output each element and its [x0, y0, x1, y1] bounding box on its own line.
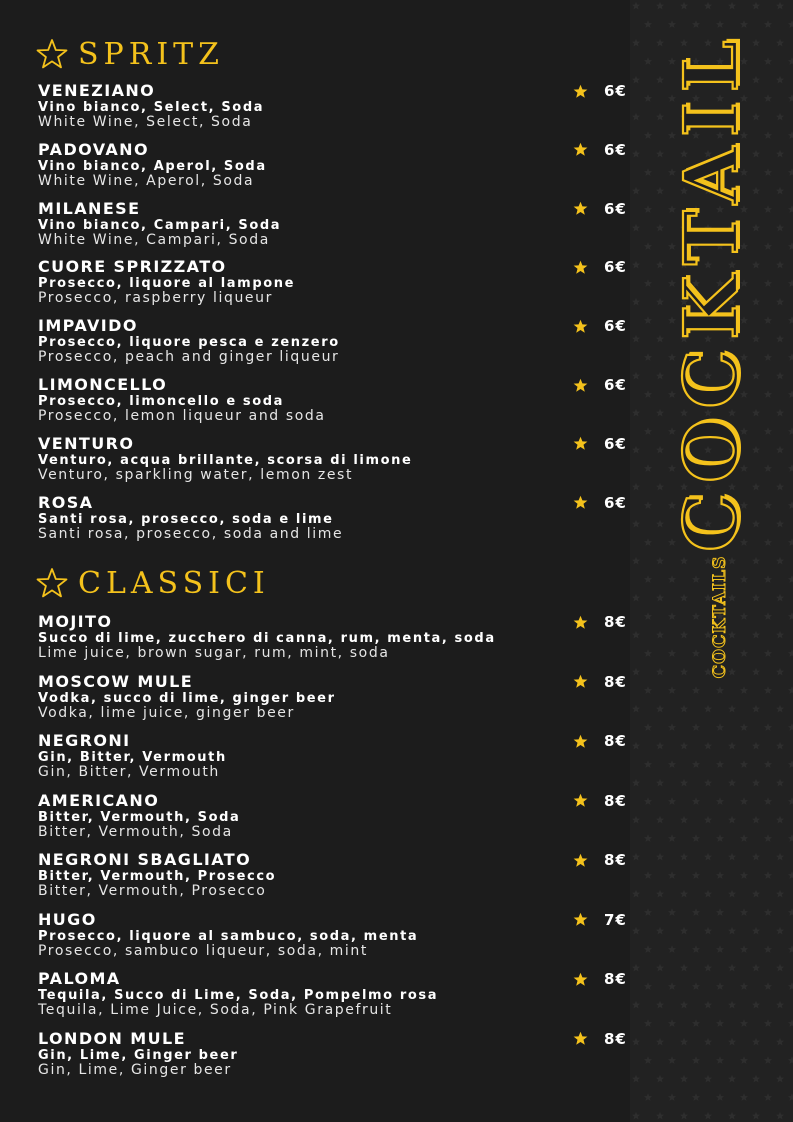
price-value: 7€: [604, 910, 627, 929]
item-description-italian: Vodka, succo di lime, ginger beer: [38, 690, 336, 706]
price-value: 6€: [604, 140, 627, 159]
item-description-italian: Vino bianco, Campari, Soda: [38, 217, 282, 233]
item-description-english: Santi rosa, prosecco, soda and lime: [38, 525, 344, 542]
item-price: [573, 317, 627, 335]
item-price: [573, 376, 627, 394]
star-icon: [573, 378, 588, 393]
menu-item: [38, 81, 627, 130]
item-description-english: White Wine, Campari, Soda: [38, 231, 270, 248]
item-description-english: Prosecco, peach and ginger liqueur: [38, 349, 340, 366]
price-value: 6€: [604, 317, 627, 336]
price-value: 8€: [604, 1029, 627, 1048]
star-icon: [573, 972, 588, 987]
item-description-english: Gin, Lime, Ginger beer: [38, 1061, 232, 1078]
menu-item: [38, 375, 627, 424]
item-description-english: White Wine, Aperol, Soda: [38, 172, 255, 189]
item-name: VENTURO: [38, 433, 135, 453]
vertical-subtitle: COCKTAILS: [710, 555, 730, 679]
section-title-classici: [36, 566, 270, 600]
item-name: LIMONCELLO: [38, 375, 168, 394]
price-value: 6€: [604, 376, 627, 394]
item-name: ROSA: [38, 492, 94, 512]
item-description-italian: Succo di lime, zucchero di canna, rum, menta, soda: [38, 631, 496, 646]
menu-item: [38, 257, 627, 307]
menu-item: [38, 1028, 627, 1078]
price-value: 6€: [604, 199, 627, 218]
item-name: MOJITO: [38, 612, 113, 631]
star-icon: [573, 495, 588, 510]
menu-item: [38, 612, 627, 661]
menu-item: [38, 909, 627, 959]
star-icon: [573, 793, 588, 808]
item-description-english: Lime juice, brown sugar, rum, mint, soda: [38, 645, 390, 661]
item-description-italian: Vino bianco, Select, Soda: [38, 100, 265, 115]
menu-item: [38, 492, 627, 542]
item-price: [573, 82, 627, 100]
star-icon: [573, 260, 588, 275]
item-name: HUGO: [38, 909, 97, 929]
item-description-italian: Gin, Bitter, Vermouth: [38, 750, 227, 765]
item-description-italian: Venturo, acqua brillante, scorsa di limone: [38, 452, 413, 468]
price-value: 8€: [604, 791, 627, 810]
star-outline-icon: [36, 567, 68, 599]
item-description-english: Gin, Bitter, Vermouth: [38, 764, 220, 780]
price-value: 8€: [604, 851, 627, 869]
star-icon: [573, 615, 588, 630]
item-description-italian: Prosecco, liquore al lampone: [38, 276, 296, 292]
item-description-english: Bitter, Vermouth, Soda: [38, 823, 233, 840]
item-description-english: Prosecco, lemon liqueur and soda: [38, 408, 326, 424]
item-name: NEGRONI SBAGLIATO: [38, 850, 252, 869]
section-title-text: CLASSICI: [78, 565, 270, 601]
item-price: [573, 200, 627, 218]
item-description-italian: Tequila, Succo di Lime, Soda, Pompelmo rosa: [38, 988, 439, 1003]
star-icon: [573, 201, 588, 216]
item-price: [573, 970, 627, 988]
price-value: 6€: [604, 434, 627, 453]
menu-item: [38, 790, 627, 840]
price-value: 8€: [604, 732, 627, 750]
item-description-italian: Santi rosa, prosecco, soda e lime: [38, 511, 334, 527]
price-value: 6€: [604, 82, 627, 100]
vertical-title: COCKTAIL: [668, 30, 755, 552]
star-icon: [573, 674, 588, 689]
price-value: 8€: [604, 672, 627, 691]
item-name: PALOMA: [38, 969, 121, 988]
item-name: CUORE SPRIZZATO: [38, 257, 227, 277]
menu-item: [38, 969, 627, 1018]
item-price: [573, 613, 627, 631]
item-name: IMPAVIDO: [38, 316, 138, 336]
menu-item: [38, 671, 627, 721]
star-icon: [573, 84, 588, 99]
star-icon: [573, 142, 588, 157]
menu-item: [38, 139, 627, 189]
item-price: [573, 851, 627, 869]
item-price: [573, 1030, 627, 1048]
star-icon: [573, 734, 588, 749]
item-description-italian: Prosecco, liquore pesca e zenzero: [38, 335, 340, 351]
menu-item: [38, 850, 627, 899]
section-title-text: SPRITZ: [78, 36, 225, 72]
menu-item: [38, 198, 627, 248]
menu-item: [38, 731, 627, 780]
item-price: [573, 673, 627, 691]
star-outline-icon: [36, 38, 68, 70]
item-price: [573, 435, 627, 453]
item-description-english: Prosecco, raspberry liqueur: [38, 290, 273, 307]
price-value: 8€: [604, 613, 627, 631]
item-description-italian: Vino bianco, Aperol, Soda: [38, 158, 267, 174]
star-icon: [573, 853, 588, 868]
item-price: [573, 258, 627, 276]
item-description-italian: Bitter, Vermouth, Soda: [38, 809, 241, 825]
item-price: [573, 732, 627, 750]
item-price: [573, 911, 627, 929]
menu-item: [38, 433, 627, 483]
item-name: PADOVANO: [38, 139, 149, 159]
item-description-italian: Prosecco, liquore al sambuco, soda, menta: [38, 928, 419, 944]
item-name: LONDON MULE: [38, 1028, 186, 1048]
price-value: 6€: [604, 493, 627, 512]
item-description-italian: Gin, Lime, Ginger beer: [38, 1047, 239, 1063]
item-description-english: Bitter, Vermouth, Prosecco: [38, 883, 267, 899]
item-description-english: Vodka, lime juice, ginger beer: [38, 704, 295, 721]
section-title-spritz: [36, 37, 224, 71]
star-icon: [573, 912, 588, 927]
item-name: MOSCOW MULE: [38, 671, 194, 691]
price-value: 6€: [604, 258, 627, 277]
item-name: VENEZIANO: [38, 81, 156, 100]
item-description-english: Venturo, sparkling water, lemon zest: [38, 466, 354, 483]
item-name: NEGRONI: [38, 731, 131, 750]
item-name: MILANESE: [38, 198, 141, 218]
price-value: 8€: [604, 970, 627, 988]
item-description-english: Prosecco, sambuco liqueur, soda, mint: [38, 942, 368, 959]
item-description-english: Tequila, Lime Juice, Soda, Pink Grapefruit: [38, 1002, 393, 1018]
star-icon: [573, 436, 588, 451]
menu-item: [38, 316, 627, 366]
item-description-italian: Prosecco, limoncello e soda: [38, 394, 285, 409]
item-name: AMERICANO: [38, 790, 160, 810]
star-icon: [573, 1031, 588, 1046]
item-price: [573, 792, 627, 810]
item-description-italian: Bitter, Vermouth, Prosecco: [38, 869, 277, 884]
item-description-english: White Wine, Select, Soda: [38, 114, 253, 130]
star-icon: [573, 319, 588, 334]
item-price: [573, 141, 627, 159]
item-price: [573, 494, 627, 512]
